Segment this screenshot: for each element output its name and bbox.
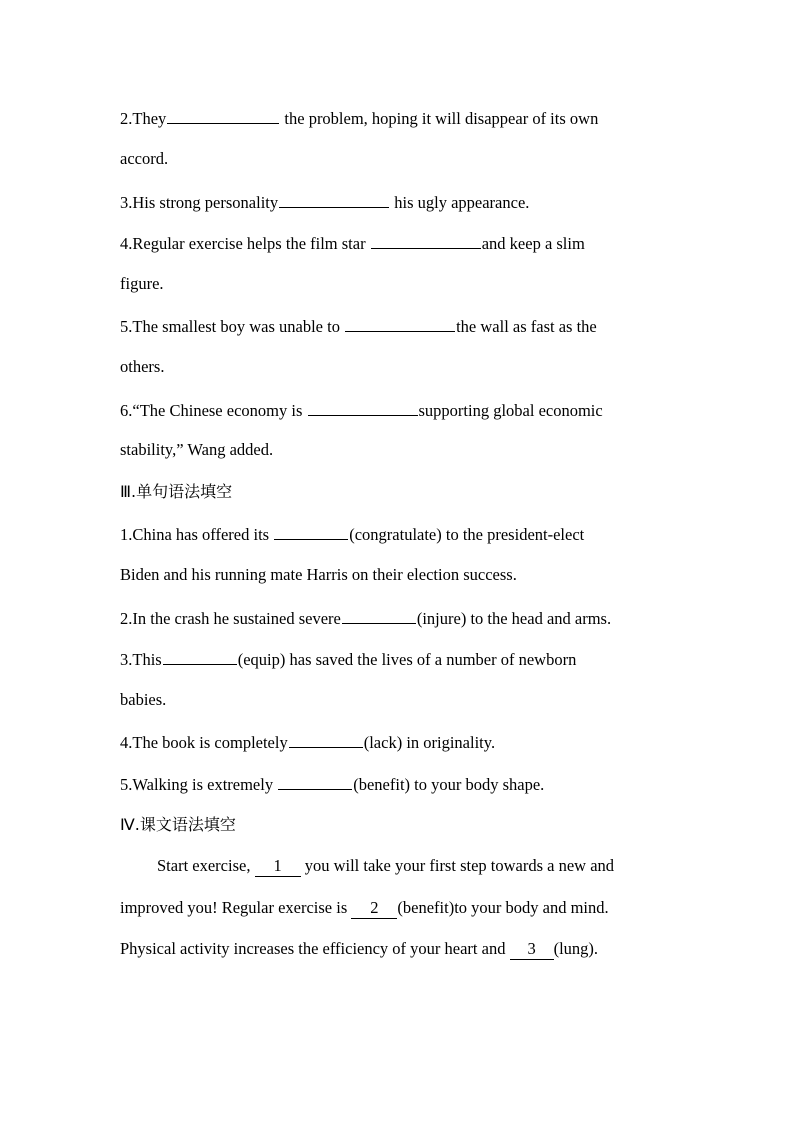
numbered-blank-1[interactable]: 1 — [255, 856, 301, 877]
grammar-question-2-suffix: (injure) to the head and arms. — [416, 609, 612, 628]
passage-line-1-prefix: Start exercise, — [157, 856, 255, 875]
grammar-question-5-suffix: (benefit) to your body shape. — [353, 775, 545, 794]
question-4-line — [120, 230, 674, 254]
passage-line-2 — [120, 896, 674, 920]
question-4-prefix: 4.Regular exercise helps the film star — [120, 234, 370, 253]
grammar-question-4-line — [120, 729, 674, 753]
passage-line-2-prefix: improved you! Regular exercise is — [120, 898, 352, 917]
question-2-suffix: the problem, hoping it will disappear of its own — [280, 109, 599, 128]
answer-blank[interactable] — [371, 230, 481, 249]
grammar-question-1-prefix: 1.China has offered its — [120, 525, 274, 544]
grammar-question-1-suffix: (congratulate) to the president-elect — [349, 525, 585, 544]
grammar-question-3-prefix: 3.This — [120, 650, 162, 669]
answer-blank[interactable] — [342, 605, 416, 624]
answer-blank[interactable] — [289, 729, 363, 748]
passage-line-3-suffix: (lung). — [553, 939, 599, 958]
question-2-line — [120, 105, 674, 129]
grammar-question-3-continuation: babies. — [120, 690, 167, 709]
answer-blank[interactable] — [279, 189, 389, 208]
grammar-question-4-suffix: (lack) in originality. — [363, 733, 496, 752]
question-5-line — [120, 313, 674, 337]
question-2-continuation: accord. — [120, 149, 169, 168]
question-5-suffix: the wall as fast as the — [456, 317, 597, 336]
question-3-suffix: his ugly appearance. — [390, 193, 530, 212]
grammar-question-5-prefix: 5.Walking is extremely — [120, 775, 278, 794]
grammar-question-3-line — [120, 646, 674, 670]
answer-blank[interactable] — [308, 397, 418, 416]
question-6-prefix: 6.“The Chinese economy is — [120, 401, 307, 420]
question-3-line — [120, 189, 674, 213]
grammar-question-1-continuation: Biden and his running mate Harris on their election success. — [120, 565, 517, 584]
answer-blank[interactable] — [278, 771, 352, 790]
question-4-continuation: figure. — [120, 274, 164, 293]
answer-blank[interactable] — [163, 646, 237, 665]
grammar-question-5-line — [120, 771, 674, 795]
grammar-question-1-line — [120, 521, 674, 545]
grammar-question-2-prefix: 2.In the crash he sustained severe — [120, 609, 341, 628]
numbered-blank-3[interactable]: 3 — [510, 939, 554, 960]
grammar-question-3-suffix: (equip) has saved the lives of a number of newborn — [237, 650, 577, 669]
answer-blank[interactable] — [345, 313, 455, 332]
section-4-heading: Ⅳ.课文语法填空 — [120, 815, 236, 834]
passage-line-2-suffix: (benefit)to your body and mind. — [397, 898, 609, 917]
question-2-prefix: 2.They — [120, 109, 167, 128]
passage-line-3-prefix: Physical activity increases the efficiency of your heart and — [120, 939, 510, 958]
question-6-suffix: supporting global economic — [418, 401, 603, 420]
question-5-prefix: 5.The smallest boy was unable to — [120, 317, 345, 336]
passage-line-1-suffix: you will take your first step towards a new and — [300, 856, 615, 875]
answer-blank[interactable] — [274, 521, 348, 540]
passage-line-3 — [120, 937, 674, 961]
grammar-question-4-prefix: 4.The book is completely — [120, 733, 288, 752]
answer-blank[interactable] — [167, 105, 279, 124]
numbered-blank-2[interactable]: 2 — [351, 898, 397, 919]
question-6-continuation: stability,” Wang added. — [120, 440, 274, 459]
question-4-suffix: and keep a slim — [481, 234, 585, 253]
question-6-line — [120, 397, 674, 421]
question-5-continuation: others. — [120, 357, 165, 376]
section-3-heading: Ⅲ.单句语法填空 — [120, 482, 233, 501]
grammar-question-2-line — [120, 605, 674, 629]
passage-line-1 — [120, 854, 674, 878]
question-3-prefix: 3.His strong personality — [120, 193, 279, 212]
